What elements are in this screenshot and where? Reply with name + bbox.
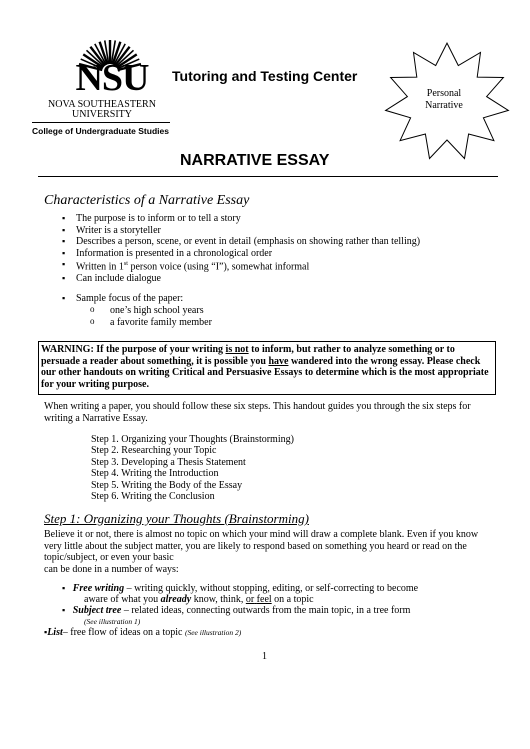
page-number: 1 [262, 651, 267, 662]
warning-have: have [268, 355, 289, 367]
subject-tree-text: – related ideas, connecting outwards from the main topic, in a tree form [121, 605, 411, 616]
list-item: ▪ Can include dialogue [46, 273, 506, 285]
page-title: NARRATIVE ESSAY [180, 152, 330, 169]
badge-text [407, 88, 481, 112]
list-item: ▪ Writer is a storyteller [46, 225, 506, 237]
first-person-sup: st [123, 261, 128, 268]
step-item: Step 5. Writing the Body of the Essay [91, 479, 243, 491]
warning-not: is not [225, 344, 249, 355]
bullet-icon: ▪ [44, 627, 48, 637]
warning-text-c: wandered into the wrong essay. Please check our other handouts on writing Critical and Persuasive Essays to determine which is the most appropriate for your writing purpose. [41, 355, 489, 390]
or-word: or [245, 594, 255, 605]
first-person-pre: Written in 1 [76, 261, 124, 273]
subject-tree-note: (See illustration 1) [84, 617, 141, 626]
free-writing-text: – writing quickly, without stopping, editing, or self-correcting to become [124, 583, 419, 594]
feel-word: feel [256, 594, 272, 605]
free-writing-item [62, 583, 502, 595]
sample-sub-list [58, 305, 458, 328]
characteristics-heading: Characteristics of a Narrative Essay [44, 193, 250, 208]
list-label: List [47, 627, 63, 638]
badge-line-2: Narrative [425, 100, 463, 111]
bullet-icon: ▪ [62, 583, 66, 593]
intro-paragraph: When writing a paper, you should follow these six steps. This handout guides you through the six steps for writing a Narrative Essay. [44, 401, 471, 424]
title-rule [38, 176, 498, 177]
center-name: Tutoring and Testing Center [172, 68, 358, 84]
list-item: ▪ Information is presented in a chronological order [46, 248, 506, 260]
step-item: Step 4. Writing the Introduction [91, 468, 219, 480]
already-word: already [160, 594, 192, 605]
free-writing-text-2a: aware of what you [84, 594, 161, 605]
college-rule [32, 122, 170, 123]
warning-text-a: WARNING: If the purpose of your writing [41, 344, 226, 355]
free-writing-label: Free writing [72, 583, 125, 594]
step-item: Step 6. Writing the Conclusion [91, 491, 215, 503]
subject-tree-label: Subject tree [72, 605, 122, 616]
college-name: College of Undergraduate Studies [32, 126, 169, 136]
step1-paragraph: Believe it or not, there is almost no topic on which your mind will draw a complete blank. Even if you know very little about the subject matter, you are likely to respond based on something you heard or read on the topic/subject, or even your basic [44, 529, 479, 564]
list-note: (See illustration 2) [184, 628, 242, 637]
list-item: ▪ Describes a person, scene, or event in detail (emphasis on showing rather than telling) [46, 236, 506, 248]
university-line-2: UNIVERSITY [72, 109, 132, 120]
university-name [33, 100, 171, 120]
step1-heading: Step 1: Organizing your Thoughts (Brainstorming) [44, 511, 309, 526]
warning-box [38, 341, 496, 395]
list-item: ▪ Sample focus of the paper: [46, 293, 506, 305]
step1-paragraph-2: can be done in a number of ways: [44, 564, 179, 575]
sub-list-item: o one’s high school years [58, 305, 458, 317]
step-item: Step 1. Organizing your Thoughts (Brainstorming) [91, 434, 294, 445]
list-text: – free flow of ideas on a topic [62, 627, 185, 638]
steps-list [91, 434, 391, 502]
list-item [46, 259, 506, 273]
badge-line-1: Personal [426, 88, 462, 99]
subject-tree-item [62, 605, 502, 617]
list-item-row [44, 627, 484, 639]
step-item: Step 3. Developing a Thesis Statement [91, 456, 246, 468]
free-writing-text-2b: know, think, [191, 594, 246, 605]
warning-text-b: to inform, but rather to analyze something or to persuade a reader about something, it is possible you [41, 344, 455, 367]
sample-list [46, 293, 506, 305]
free-writing-line-2 [84, 594, 504, 606]
sub-list-item: o a favorite family member [58, 317, 458, 329]
free-writing-text-2c: on a topic [271, 594, 314, 605]
logo-letters: NSU [75, 57, 149, 99]
step-item: Step 2. Researching your Topic [91, 445, 217, 457]
list-item: ▪ The purpose is to inform or to tell a story [46, 213, 506, 225]
first-person-post: person voice (using “I”), somewhat informal [127, 261, 310, 273]
bullet-icon: ▪ [62, 605, 66, 615]
university-line-1: NOVA SOUTHEASTERN [48, 99, 156, 110]
characteristics-list [46, 213, 506, 285]
